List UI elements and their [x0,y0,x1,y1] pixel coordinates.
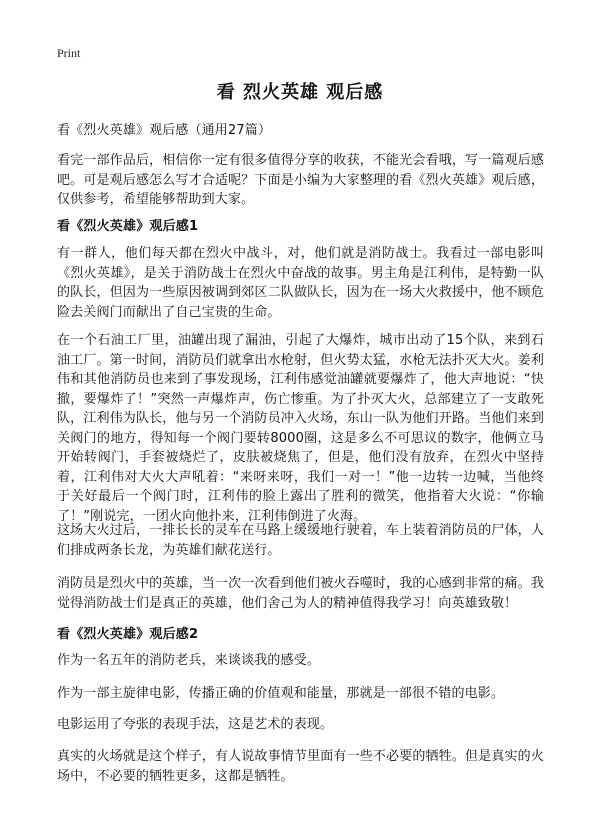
section-2-paragraph-4: 真实的火场就是这个样子，有人说故事情节里面有一些不必要的牺牲。但是真实的火场中，不必要的牺牲更多，这都是牺牲。 [57,749,544,784]
section-heading-2: 看《烈火英雄》观后感2 [57,627,199,642]
section-2-paragraph-3: 电影运用了夸张的表现手法，这是艺术的表现。 [57,717,334,732]
intro-subtitle: 看《烈火英雄》观后感（通用27篇） [57,123,272,138]
section-2-paragraph-2: 作为一部主旋律电影，传播正确的价值观和能量，那就是一部很不错的电影。 [57,686,505,701]
section-heading-1: 看《烈火英雄》观后感1 [57,219,199,234]
intro-paragraph: 看完一部作品后，相信你一定有很多值得分享的收获，不能光会看哦，写一篇观后感吧。可是观后感怎么写才合适呢？下面是小编为大家整理的看《烈火英雄》观后感，仅供参考，希望能够帮助到大家。 [57,153,544,207]
section-2-paragraph-1: 作为一名五年的消防老兵，来谈谈我的感受。 [57,653,321,668]
section-1-paragraph-4: 消防员是烈火中的英雄，当一次一次看到他们被火吞噬时，我的心感到非常的痛。我觉得消防战士们是真正的英雄，他们舍己为人的精神值得我学习！向英雄致敬！ [57,576,544,611]
section-1-paragraph-2: 在一个石油工厂里，油罐出现了漏油，引起了大爆炸，城市出动了15个队，来到石油工厂。第一时间，消防员们就拿出水枪射，但火势太猛，水枪无法扑灭大火。姜利伟和其他消防员也来到了事发现场，江利伟感觉油罐就要爆炸了，他大声地说：“快撤，要爆炸了！”突然一声爆炸声，伤亡惨重。为了扑灭大火，总部建立了一支敢死队，江利伟为队长，他与另一个消防员冲入火场，东山一队为他们开路。当他们来到关阀门的地方，得知每一个阀门要转8000圈，这是多么不可思议的数字，他俩立马开始转阀门，手套被烧烂了，皮肤被烧焦了，但是，他们没有放弃，在烈火中坚持着，江利伟对大火大声吼着：“来呀来呀，我们一对一！”他一边转一边喊，当他终于关好最后一个阀门时，江利伟的脸上露出了胜利的微笑，他指着大火说：“你输了！”刚说完，一团火向他扑来，江利伟倒进了火海。 [57,333,544,524]
section-1-paragraph-1: 有一群人，他们每天都在烈火中战斗，对，他们就是消防战士。我看过一部电影叫《烈火英雄》，是关于消防战士在烈火中奋战的故事。男主角是江利伟，是特勤一队的队长，但因为一些原因被调到郊区二队做队长，因为在一场大火救援中，他不顾危险去关阀门而献出了自己宝贵的生命。 [57,246,544,320]
section-1-paragraph-3: 这场大火过后，一排长长的灵车在马路上缓缓地行驶着，车上装着消防员的尸体，人们排成两条长龙，为英雄们献花送行。 [57,523,544,558]
print-link[interactable]: Print [57,46,81,60]
page-title: 看 烈火英雄 观后感 [216,82,384,103]
